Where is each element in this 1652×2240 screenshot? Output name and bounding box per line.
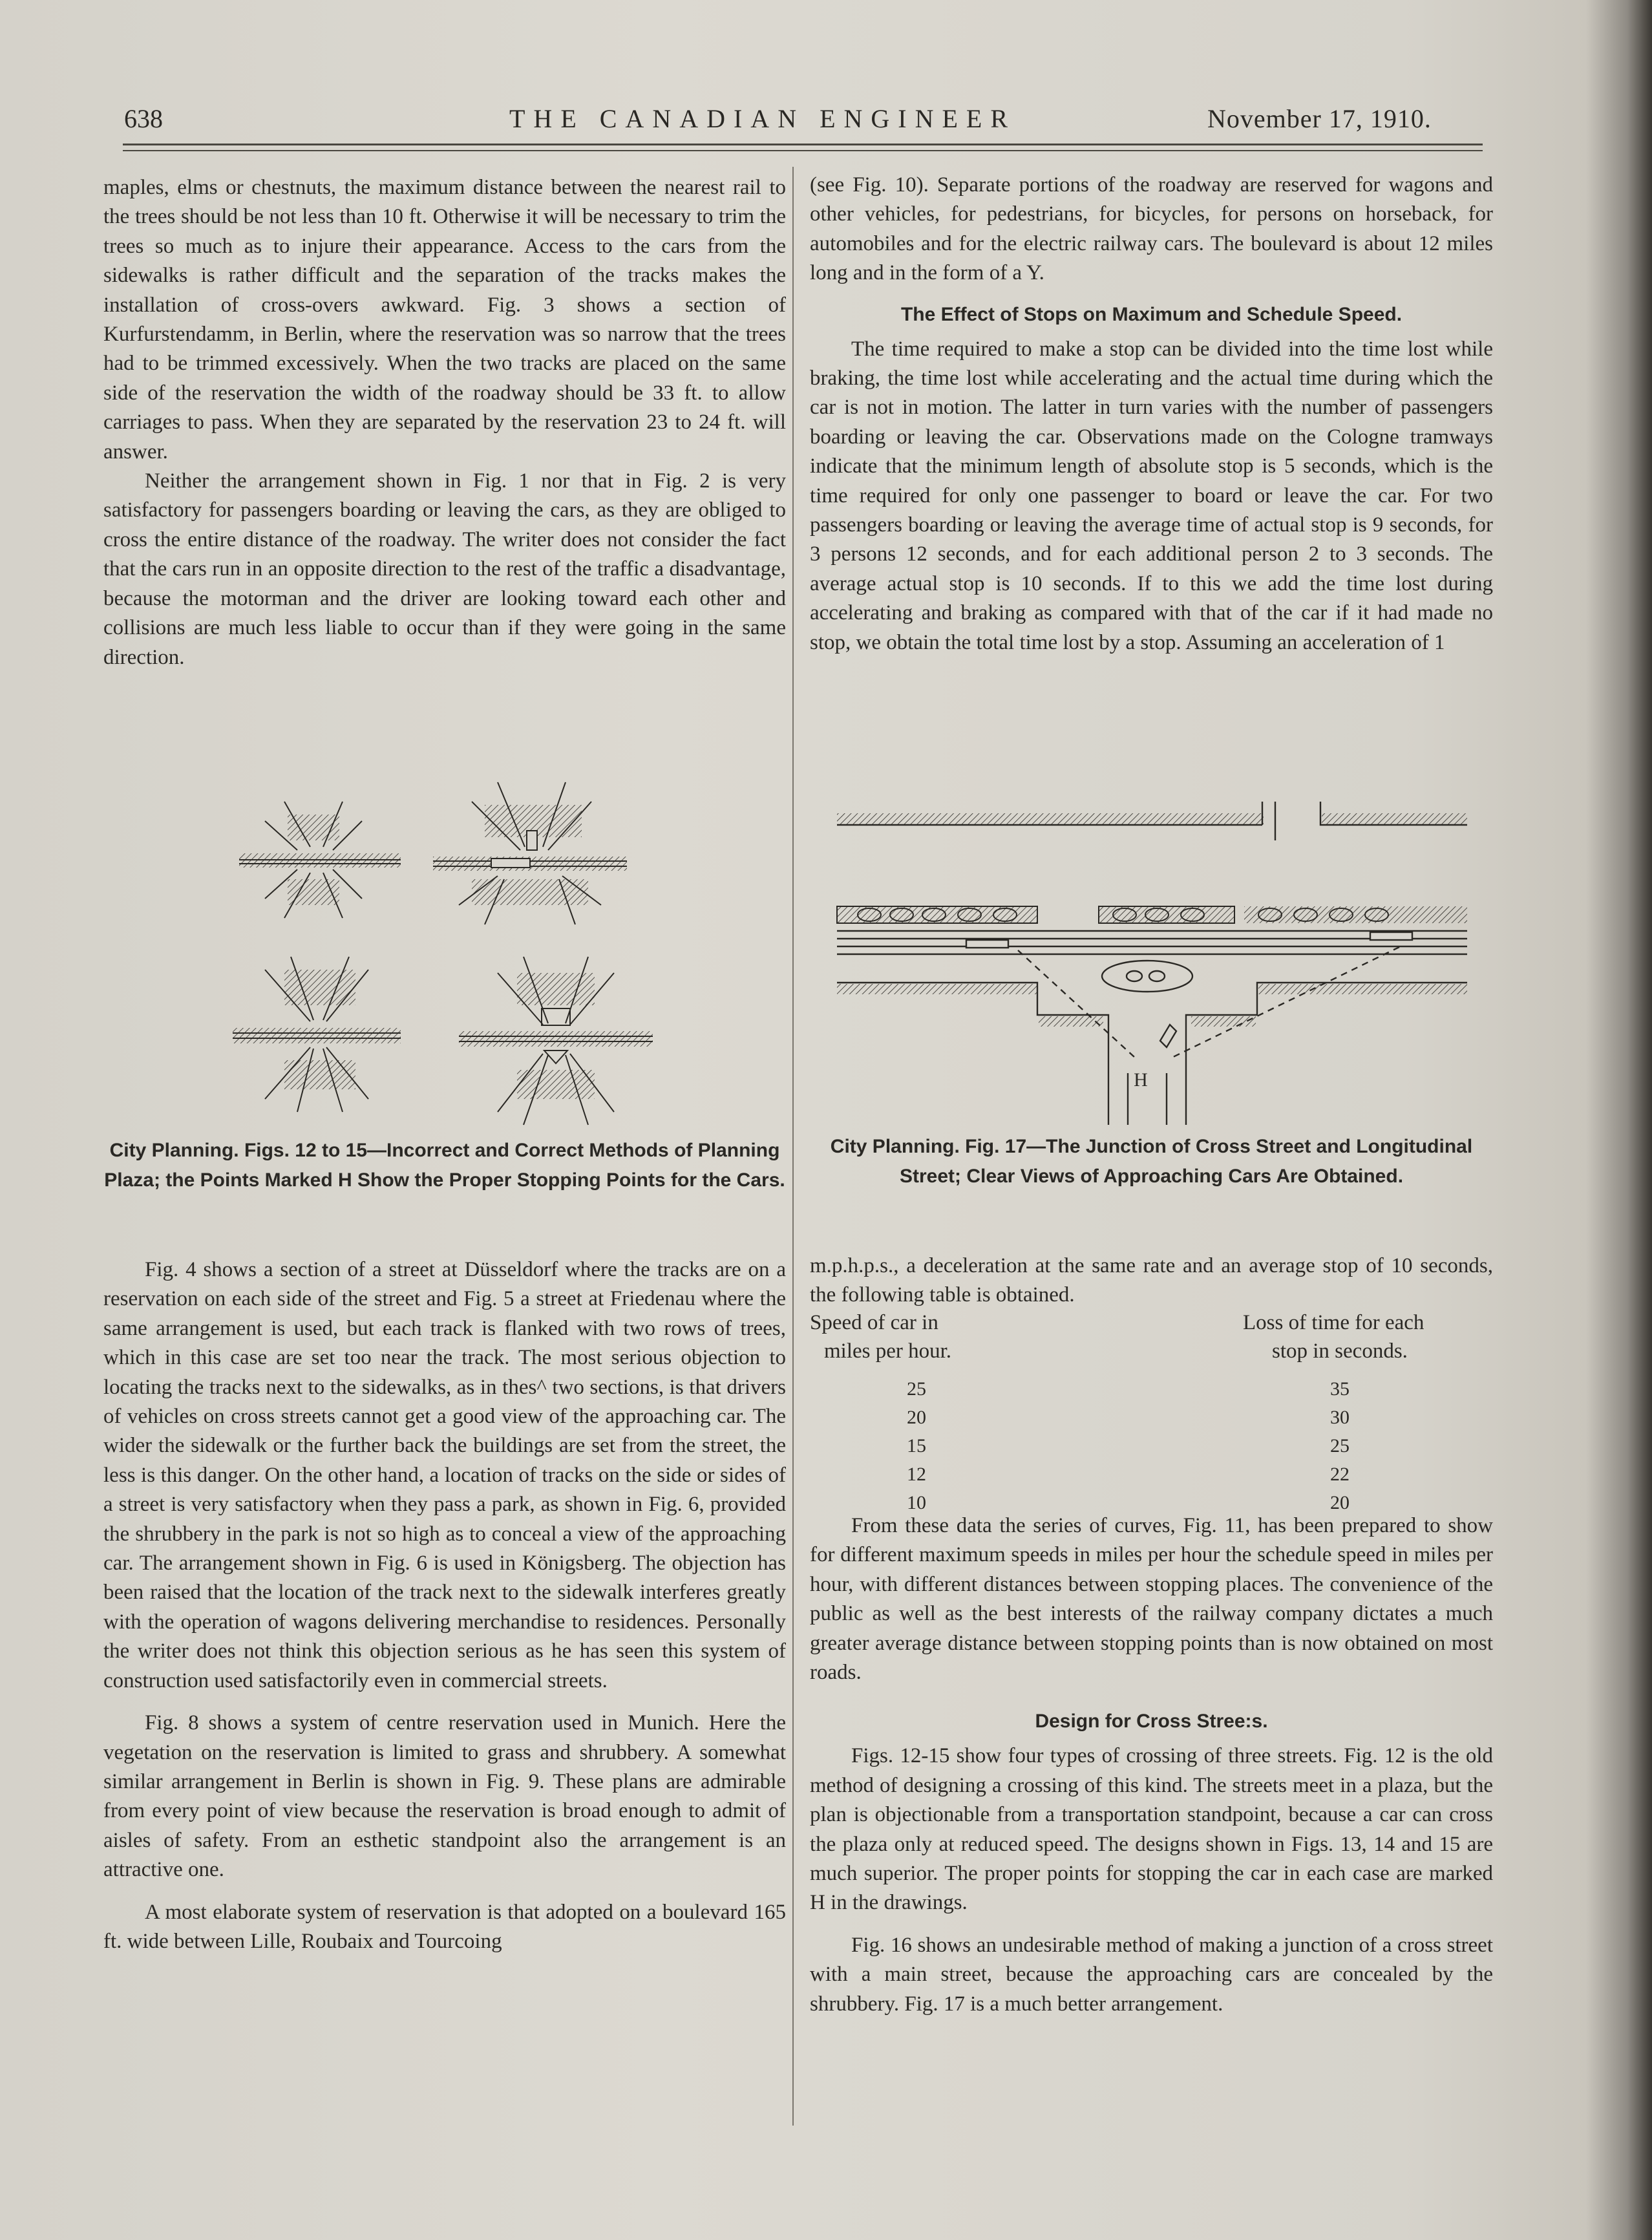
paragraph: Fig. 4 shows a section of a street at Düsseldorf where the tracks are on a reservation on each side of the street and Fig. 5 a street at Friedenau where the same arrangement is used, but each track is flanked with two rows of trees, which in this case are set too near the track. The most serious objection to locating the tracks next to the sidewalks, as in thes^ two sections, is that drivers of vehicles on cross streets cannot get a good view of the approaching car. The wider the sidewalk or the further back the buildings are set from the street, the less is this danger. On the other hand, a location of tracks on the side or sides of a street is very satisfactory when they pass a park, as shown in Fig. 6, provided the shrubbery in the park is not so high as to conceal a view of the approaching car. The arrangement shown in Fig. 6 is used in Königsberg. The objection has been raised that the location of the track next to the sidewalk interferes greatly with the operation of wagons delivering merchandise to residences. Personally the writer does not think this objection serious as he has seen this system of construction used satisfactorily even in commercial streets. bbox=[103, 1258, 786, 1692]
figure-12-15-caption: City Planning. Figs. 12 to 15—Incorrect and Correct Methods of Planning Plaza; the Points Marked H Show the Proper Stopping Points for the Cars. bbox=[104, 1140, 785, 1191]
table-header-loss-2: stop in seconds. bbox=[1272, 1339, 1408, 1363]
page-header bbox=[0, 97, 1652, 142]
header-rule-thick bbox=[123, 144, 1483, 145]
section-heading-stops: The Effect of Stops on Maximum and Schedule Speed. bbox=[900, 303, 1403, 325]
paragraph: (see Fig. 10). Separate portions of the roadway are reserved for wagons and other vehicles, for pedestrians, for bicycles, for persons on horseback, for automobiles and for the electric railway cars. The boulevard is about 12 miles long and in the form of a Y. bbox=[810, 173, 1493, 285]
table-header-loss-1: Loss of time for each bbox=[1243, 1311, 1424, 1334]
issue-date: November 17, 1910. bbox=[1207, 104, 1432, 133]
figure-15-diagram bbox=[459, 957, 653, 1125]
table-cell-speed: 12 bbox=[907, 1464, 926, 1485]
paragraph: maples, elms or chestnuts, the maximum distance between the nearest rail to the trees should be not less than 10 ft. Otherwise it will be necessary to trim the trees so much as to injure their appearance. Access to the cars from the sidewalks is rather difficult and the separation of the tracks makes the installation of cross-overs awkward. Fig. 3 shows a section of Kurfurstendamm, in Berlin, where the reservation was so narrow that the trees had to be trimmed excessively. When the two tracks are placed on the same side of the reservation the width of the roadway should be 33 ft. to allow carriages to pass. When they are separated by the reservation 23 to 24 ft. will answer. bbox=[103, 176, 786, 464]
stop-marker-h: H bbox=[1134, 1069, 1148, 1091]
left-column-bottom bbox=[103, 1255, 786, 1956]
section-heading-cross-streets: Design for Cross Stree:s. bbox=[1035, 1711, 1268, 1733]
figures-12-15-plaza-diagrams bbox=[226, 776, 679, 1138]
table-cell-loss: 35 bbox=[1330, 1378, 1350, 1400]
paragraph: A most elaborate system of reservation is that adopted on a boulevard 165 ft. wide between Lille, Roubaix and Tourcoing bbox=[103, 1900, 786, 1953]
table-cell-speed: 20 bbox=[907, 1407, 926, 1428]
paragraph: From these data the series of curves, Fig. 11, has been prepared to show for different maximum speeds in miles per hour the schedule speed in miles per hour, with different distances between stopping places. The convenience of the public as well as the best interests of the railway company dictates a much greater average distance between stopping points than is now obtained on most roads. bbox=[810, 1514, 1493, 1685]
figure-12-diagram bbox=[239, 802, 401, 918]
table-cell-loss: 22 bbox=[1330, 1464, 1350, 1485]
table-intro bbox=[810, 1252, 1493, 1310]
paragraph: Fig. 8 shows a system of centre reservation used in Munich. Here the vegetation on the reservation is limited to grass and shrubbery. A somewhat similar arrangement in Berlin is shown in Fig. 9. These plans are admirable from every point of view because the reservation is broad enough to admit of aisles of safety. From an esthetic standpoint also the arrangement is an attractive one. bbox=[103, 1711, 786, 1882]
paragraph: Neither the arrangement shown in Fig. 1 nor that in Fig. 2 is very satisfactory for passengers boarding or leaving the cars, as they are obliged to cross the entire distance of the roadway. The writer does not consider the fact that the cars run in an opposite direction to the rest of the traffic a disadvantage, because the motorman and the driver are looking toward each other and collisions are much less liable to occur than if they were going in the same direction. bbox=[103, 469, 786, 669]
column-separator bbox=[792, 167, 794, 2126]
table-header-speed-2: miles per hour. bbox=[824, 1339, 952, 1363]
paragraph: m.p.h.p.s., a deceleration at the same rate and an average stop of 10 seconds, the following table is obtained. bbox=[810, 1254, 1493, 1307]
left-column-top bbox=[103, 173, 786, 672]
figure-17-caption: City Planning. Fig. 17—The Junction of Cross Street and Longitudinal Street; Clear Views of Approaching Cars Are Obtained. bbox=[830, 1136, 1473, 1187]
table-cell-speed: 15 bbox=[907, 1435, 926, 1456]
journal-title: THE CANADIAN ENGINEER bbox=[509, 104, 1017, 133]
shrubbery-row bbox=[837, 906, 1467, 923]
figure-13-diagram bbox=[433, 782, 627, 924]
table-header-speed-1: Speed of car in bbox=[810, 1311, 938, 1334]
table-cell-speed: 25 bbox=[907, 1378, 926, 1400]
figure-14-diagram bbox=[233, 957, 401, 1112]
right-column-top bbox=[810, 171, 1493, 657]
table-cell-loss: 20 bbox=[1330, 1492, 1350, 1513]
right-column-bottom bbox=[810, 1511, 1493, 2019]
table-cell-loss: 25 bbox=[1330, 1435, 1350, 1456]
table-cell-loss: 30 bbox=[1330, 1407, 1350, 1428]
page-number: 638 bbox=[124, 104, 163, 133]
header-rule-thin bbox=[123, 150, 1483, 151]
center-island bbox=[1102, 961, 1192, 992]
paragraph: Fig. 16 shows an undesirable method of making a junction of a cross street with a main street, because the approaching cars are concealed by the shrubbery. Fig. 17 is a much better arrangement. bbox=[810, 1933, 1493, 2016]
figure-17-junction-diagram bbox=[831, 802, 1470, 1125]
paragraph: Figs. 12-15 show four types of crossing of three streets. Fig. 12 is the old method of designing a crossing of this kind. The streets meet in a plaza, but the plan is objectionable from a transportation standpoint, because a car can cross the plaza only at reduced speed. The designs shown in Figs. 13, 14 and 15 are much superior. The proper points for stopping the car in each case are marked H in the drawings. bbox=[810, 1744, 1493, 1915]
paragraph: The time required to make a stop can be divided into the time lost while braking, the time lost while accelerating and the actual time during which the car is not in motion. The latter in turn varies with the number of passengers boarding or leaving the car. Observations made on the Cologne tramways indicate that the minimum length of absolute stop is 5 seconds, which is the time required for only one passenger to board or leave the car. For two passengers boarding or leaving the average time of actual stop is 9 seconds, for 3 persons 12 seconds, and for each additional person 2 to 3 seconds. The average actual stop is 10 seconds. If to this we add the time lost during accelerating and braking as compared with that of the car if it had made no stop, we obtain the total time lost by a stop. Assuming an acceleration of 1 bbox=[810, 337, 1493, 654]
table-cell-speed: 10 bbox=[907, 1492, 926, 1513]
